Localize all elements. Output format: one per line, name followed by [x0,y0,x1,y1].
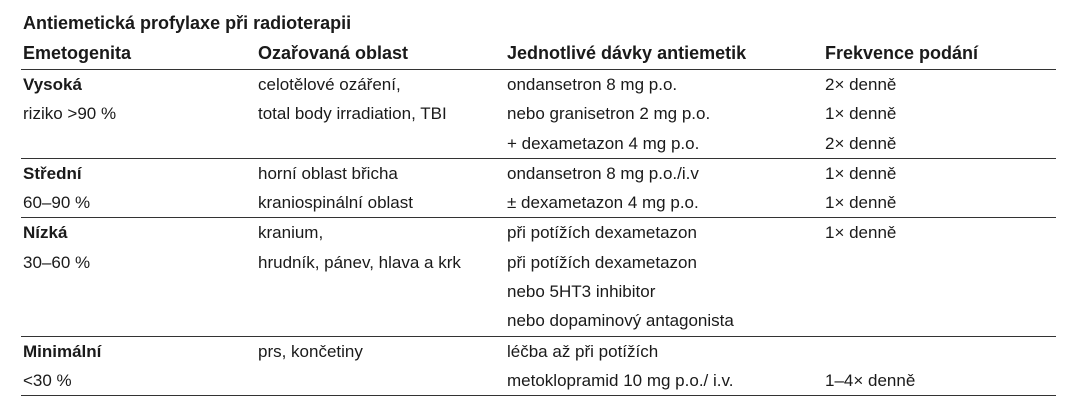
irradiated-area-cell: celotělové ozáření, [258,75,401,94]
frequency-cell: 1× denně [825,193,897,213]
irradiated-area-cell: kraniospinální oblast [258,193,413,213]
header-emetogenicity: Emetogenita [23,43,132,63]
dose-cell: při potížích dexametazon [507,223,697,243]
table-row [21,306,1056,335]
table-row [21,337,1056,366]
frequency-cell: 1× denně [825,104,897,124]
risk-range: <30 % [23,370,72,390]
dose-cell: metoklopramid 10 mg p.o./ i.v. [507,370,734,390]
table-row [21,277,1056,306]
dose-cell: ± dexametazon 4 mg p.o. [507,193,699,213]
emetogenicity-level: Minimální [23,341,102,361]
risk-range: 30–60 % [23,252,91,272]
table-row [21,188,1056,217]
frequency-cell: 2× denně [825,133,897,153]
dose-cell: nebo granisetron 2 mg p.o. [507,104,711,124]
irradiated-area-cell: total body irradiation, TBI [258,104,447,124]
table-row [21,70,1056,99]
group-moderate [21,159,1056,219]
table-row [21,366,1056,395]
table-row [21,99,1056,128]
table-title: Antiemetická profylaxe při radioterapii [23,13,352,33]
irradiated-area-cell: hrudník, pánev, hlava a krk [258,252,461,272]
dose-cell: léčba až při potížích [507,341,659,361]
table-header [21,38,1056,70]
frequency-cell: 1× denně [825,223,897,243]
header-antiemetic-doses: Jednotlivé dávky antiemetik [507,43,747,63]
frequency-cell: 1–4× denně [825,370,916,390]
emetogenicity-level: Vysoká [23,75,82,94]
dose-cell: ondansetron 8 mg p.o. [507,75,678,94]
risk-range: 60–90 % [23,193,91,213]
irradiated-area-cell: kranium, [258,223,324,243]
risk-range: riziko >90 % [23,104,117,124]
dose-cell: nebo dopaminový antagonista [507,311,734,331]
table-row [21,129,1056,158]
group-minimal [21,337,1056,397]
dose-cell: + dexametazon 4 mg p.o. [507,133,700,153]
emetogenicity-level: Střední [23,163,82,183]
frequency-cell: 1× denně [825,163,897,183]
header-frequency: Frekvence podání [825,43,979,63]
irradiated-area-cell: prs, končetiny [258,341,363,361]
table-row [21,159,1056,188]
irradiated-area-cell: horní oblast břicha [258,163,398,183]
emetogenicity-level: Nízká [23,223,68,243]
frequency-cell: 2× denně [825,75,897,94]
dose-cell: ondansetron 8 mg p.o./i.v [507,163,699,183]
table-row [21,218,1056,247]
dose-cell: při potížích dexametazon [507,252,697,272]
group-low [21,218,1056,336]
dose-cell: nebo 5HT3 inhibitor [507,282,656,302]
group-high [21,70,1056,159]
table-row [21,248,1056,277]
antiemetic-table [21,38,1056,396]
header-irradiated-area: Ozařovaná oblast [258,43,409,63]
